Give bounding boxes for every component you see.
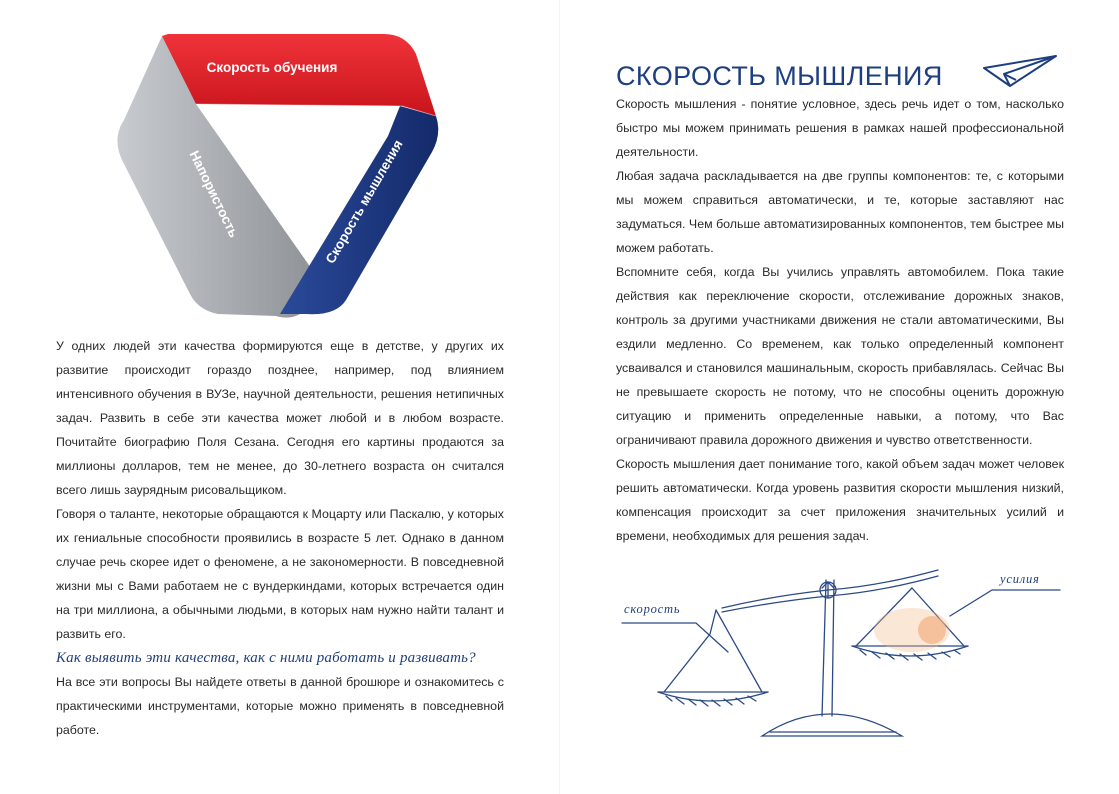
right-paragraph: Скорость мышления - понятие условное, здесь речь идет о том, насколько быстро мы можем принимать решения в рамках нашей профессиональной деятельности. <box>616 97 1064 159</box>
left-paragraph: Говоря о таланте, некоторые обращаются к Моцарту или Паскалю, у которых их гениальные способности проявились в возрасте 5 лет. Однако в данном случае речь скорее идет о феномене, а не закономерности. В повседневной жизни мы с Вами работаем не с вундеркиндами, которых встречается один на три миллиона, а обычными людьми, в которых нам нужно найти талант и развить его. <box>56 507 504 641</box>
question-heading: Как выявить эти качества, как с ними работать и развивать? <box>56 650 476 666</box>
right-paragraph: Вспомните себя, когда Вы учились управлять автомобилем. Пока такие действия как переключение скорости, отслеживание дорожных знаков, контроль за другими участниками движения не стали автоматическими, Вы ездили медленно. Со временем, как только определенный компонент усваивался и становился машинальным, скорость прибавлялась. Сейчас Вы не превышаете скорость не потому, что не способны оценить дорожную ситуацию и применить определенные навыки, а потому, что Вас ограничивают правила дорожного движения и чувство ответственности. <box>616 265 1064 447</box>
right-paragraph: Скорость мышления дает понимание того, какой объем задач может человек решить автоматически. Когда уровень развития скорости мышления низкий, компенсация происходит за счет приложения значительных усилий и времени, необходимых для решения задач. <box>616 457 1064 543</box>
triangle-label-left: Напористость <box>186 148 242 240</box>
spread-divider <box>559 0 560 794</box>
triangle-label-top: Скорость обучения <box>206 60 338 75</box>
weight-ball <box>918 616 946 644</box>
left-paragraph: У одних людей эти качества формируются еще в детстве, у других их развитие происходит гораздо позднее, например, под влиянием интенсивного обучения в ВУЗе, научной деятельности, решения нетипичных задач. Развить в себе эти качества может любой и в любом возрасте. Почитайте биографию Поля Сезана. Сегодня его картины продаются за миллионы долларов, тем не менее, до 30-летнего возраста он считался всего лишь заурядным рисовальщиком. <box>56 339 504 497</box>
page-title: СКОРОСТЬ МЫШЛЕНИЯ <box>616 61 943 91</box>
balance-scale-icon <box>612 560 1072 750</box>
triangle-label-right: Скорость мышления <box>322 137 406 267</box>
right-column-text <box>616 92 1064 548</box>
right-paragraph: Любая задача раскладывается на две группы компонентов: те, с которыми мы можем справиться автоматически, и те, которые заставляют нас задуматься. Чем больше автоматизированных компонентов, тем быстрее мы можем работать. <box>616 169 1064 255</box>
qualities-triangle <box>110 24 450 324</box>
answer-paragraph: На все эти вопросы Вы найдете ответы в данной брошюре и ознакомитесь с практическими инструментами, которые можно применять в повседневной работе. <box>56 675 504 737</box>
scale-label-effort: усилия <box>1000 572 1040 586</box>
paper-plane-icon <box>980 52 1060 96</box>
left-column-text <box>56 334 504 742</box>
scale-label-speed: скорость <box>624 602 681 616</box>
